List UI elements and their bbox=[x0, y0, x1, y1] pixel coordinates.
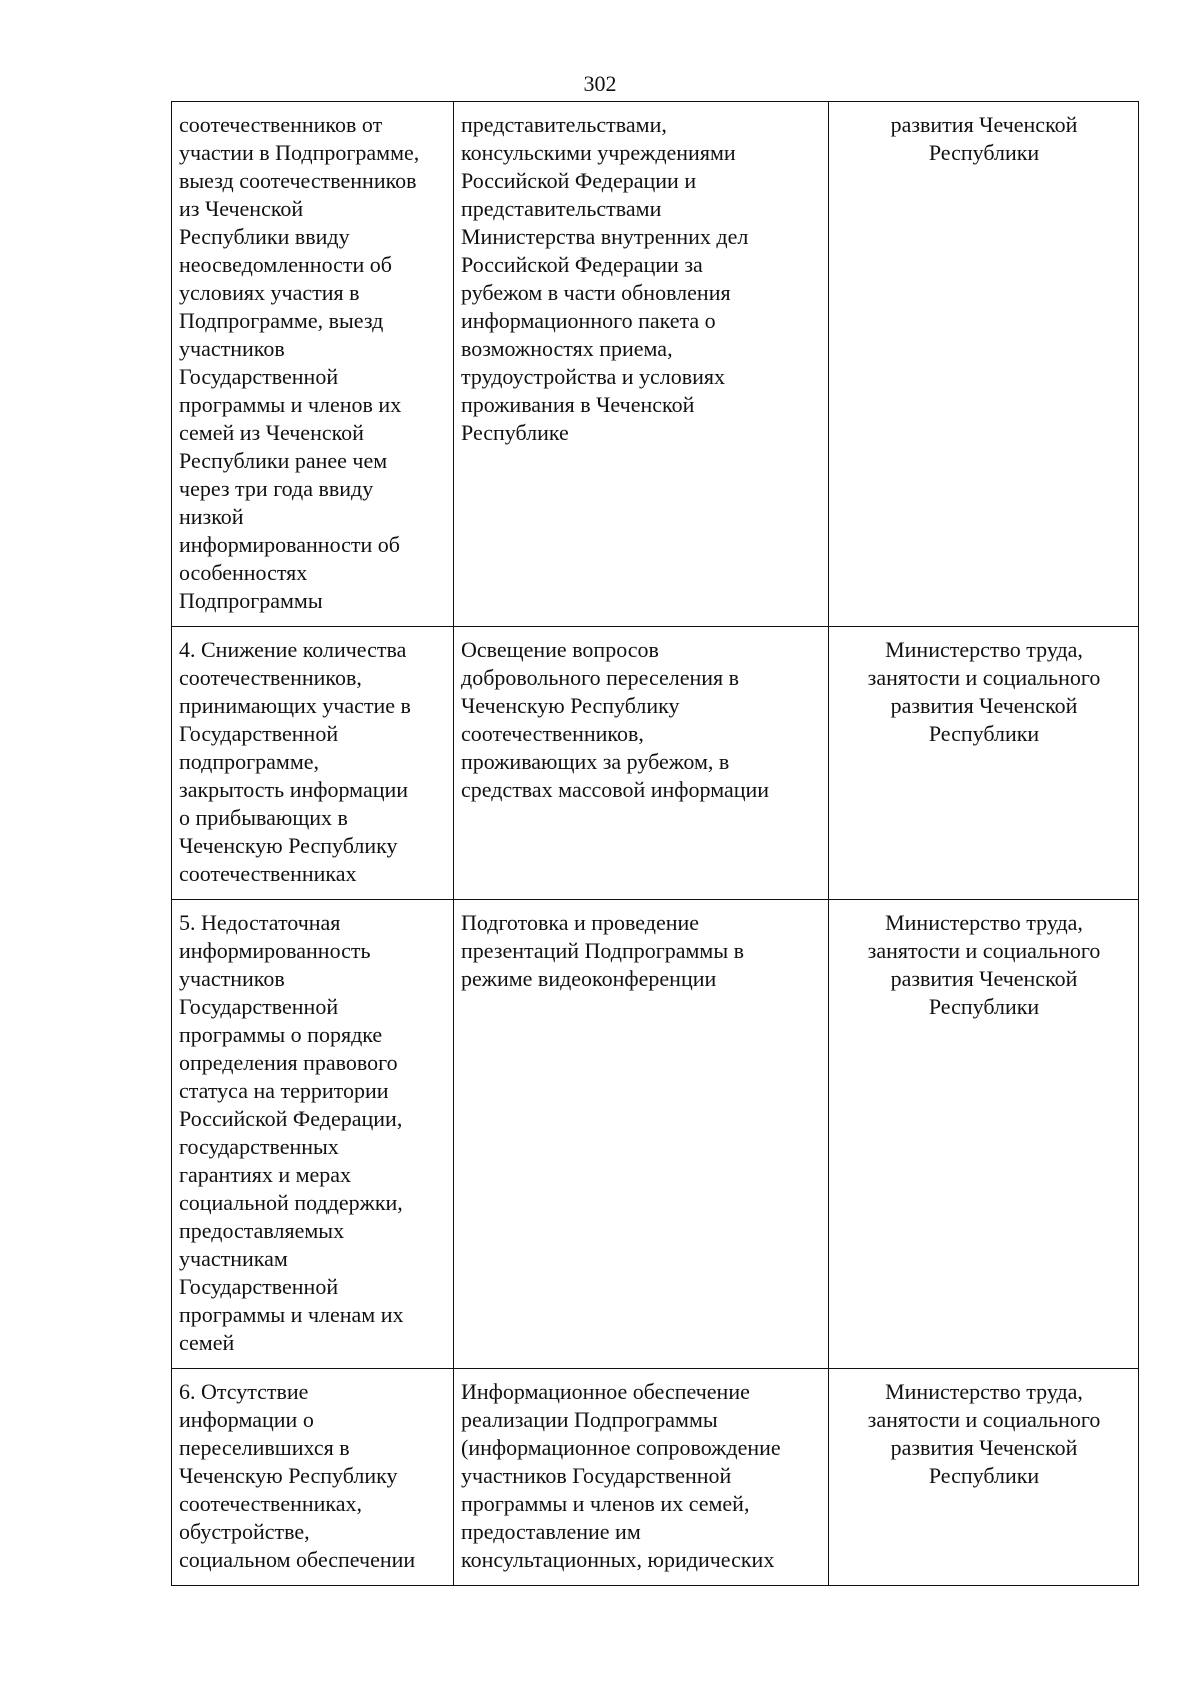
table-row bbox=[172, 900, 1139, 1369]
measures-table bbox=[171, 101, 1139, 1586]
risk-cell: 6. Отсутствие информации о переселившихся в Чеченскую Республику соотечественниках, обустройстве, социальном обеспечении bbox=[172, 1369, 454, 1586]
risk-cell: 4. Снижение количества соотечественников, принимающих участие в Государственной подпрограмме, закрытость информации о прибывающих в Чеченскую Республику соотечественниках bbox=[172, 627, 454, 900]
responsible-cell: Министерство труда, занятости и социального развития Чеченской Республики bbox=[829, 1369, 1139, 1586]
risk-cell: соотечественников от участии в Подпрограмме, выезд соотечественников из Чеченской Республики ввиду неосведомленности об условиях участия в Подпрограмме, выезд участников Государственной программы и членов их семей из Чеченской Республики ранее чем через три года ввиду низкой информированности об особенностях Подпрограммы bbox=[172, 102, 454, 627]
risk-cell: 5. Недостаточная информированность участников Государственной программы о порядке определения правового статуса на территории Российской Федерации, государственных гарантиях и мерах социальной поддержки, предоставляемых участникам Государственной программы и членам их семей bbox=[172, 900, 454, 1369]
measure-cell: Освещение вопросов добровольного переселения в Чеченскую Республику соотечественников, проживающих за рубежом, в средствах массовой информации bbox=[454, 627, 829, 900]
table-row bbox=[172, 1369, 1139, 1586]
measure-cell: Подготовка и проведение презентаций Подпрограммы в режиме видеоконференции bbox=[454, 900, 829, 1369]
table-row bbox=[172, 102, 1139, 627]
responsible-cell: Министерство труда, занятости и социального развития Чеченской Республики bbox=[829, 900, 1139, 1369]
measure-cell: Информационное обеспечение реализации Подпрограммы (информационное сопровождение участников Государственной программы и членов их семей, предоставление им консультационных, юридических bbox=[454, 1369, 829, 1586]
measure-cell: представительствами, консульскими учреждениями Российской Федерации и представительствами Министерства внутренних дел Российской Федерации за рубежом в части обновления информационного пакета о возможностях приема, трудоустройства и условиях проживания в Чеченской Республике bbox=[454, 102, 829, 627]
page-number: 302 bbox=[583, 71, 617, 96]
responsible-cell: развития Чеченской Республики bbox=[829, 102, 1139, 627]
responsible-cell: Министерство труда, занятости и социального развития Чеченской Республики bbox=[829, 627, 1139, 900]
table-row bbox=[172, 627, 1139, 900]
